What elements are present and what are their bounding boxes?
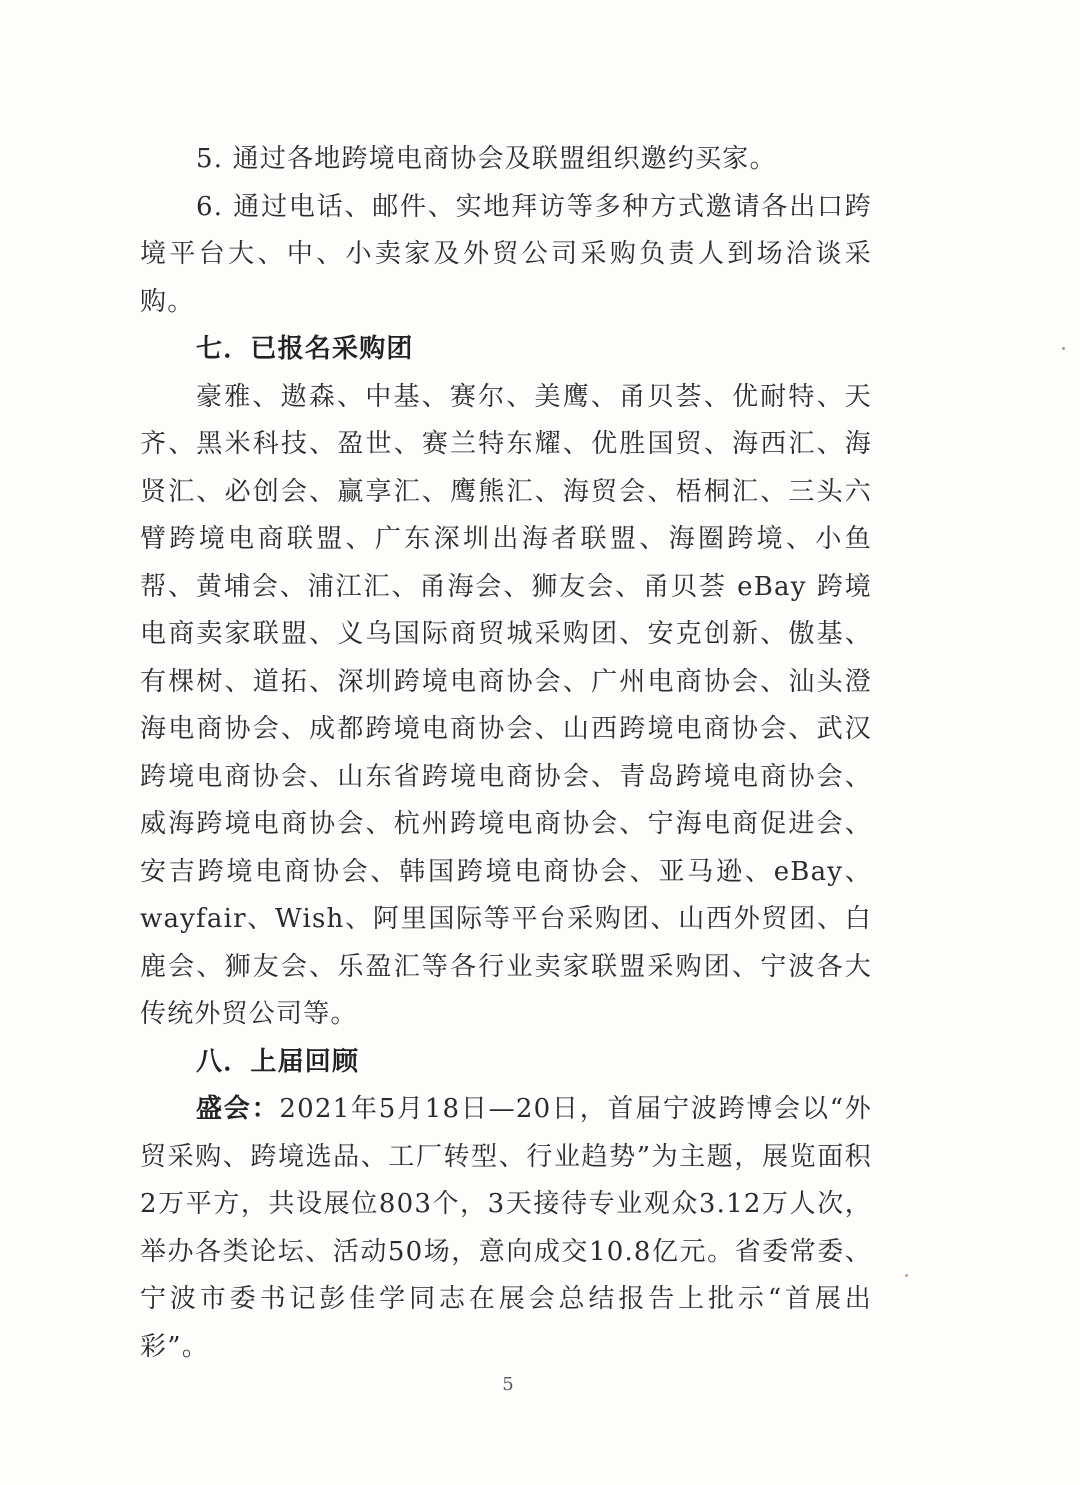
review-paragraph xyxy=(140,1086,872,1371)
registered-buyers-list: 豪雅、遨森、中基、赛尔、美鹰、甬贝荟、优耐特、天齐、黑米科技、盈世、赛兰特东耀、优胜国贸、海西汇、海贤汇、必创会、赢享汇、鹰熊汇、海贸会、梧桐汇、三头六臂跨境电商联盟、广东深圳出海者联盟、海圈跨境、小鱼帮、黄埔会、浦江汇、甬海会、狮友会、甬贝荟 eBay 跨境电商卖家联盟、义乌国际商贸城采购团、安克创新、傲基、有棵树、道拓、深圳跨境电商协会、广州电商协会、汕头澄海电商协会、成都跨境电商协会、山西跨境电商协会、武汉跨境电商协会、山东省跨境电商协会、青岛跨境电商协会、威海跨境电商协会、杭州跨境电商协会、宁海电商促进会、安吉跨境电商协会、韩国跨境电商协会、亚马逊、eBay、wayfair、Wish、阿里国际等平台采购团、山西外贸团、白鹿会、狮友会、乐盈汇等各行业卖家联盟采购团、宁波各大传统外贸公司等。 xyxy=(140,381,872,1029)
review-lead-label: 盛会： xyxy=(196,1094,280,1124)
review-body-text: 2021年5月18日—20日，首届宁波跨博会以“外贸采购、跨境选品、工厂转型、行业趋势”为主题，展览面积2万平方，共设展位803个，3天接待专业观众3.12万人次，举办各类论坛、活动50场，意向成交10.8亿元。省委常委、宁波市委书记彭佳学同志在展会总结报告上批示“首展出彩”。 xyxy=(140,1094,873,1362)
document-body xyxy=(140,136,872,1371)
section-heading-registered-buyers: 七．已报名采购团 xyxy=(196,334,414,364)
scan-speck xyxy=(905,1274,908,1277)
section-heading-last-edition-review: 八．上届回顾 xyxy=(196,1046,360,1077)
scan-speck xyxy=(1062,347,1065,350)
page-number: 5 xyxy=(502,1374,514,1395)
paragraph-item-5: 5. 通过各地跨境电商协会及联盟组织邀约买家。 xyxy=(196,144,777,174)
paragraph-item-6: 6. 通过电话、邮件、实地拜访等多种方式邀请各出口跨境平台大、中、小卖家及外贸公司采购负责人到场洽谈采购。 xyxy=(140,191,872,317)
